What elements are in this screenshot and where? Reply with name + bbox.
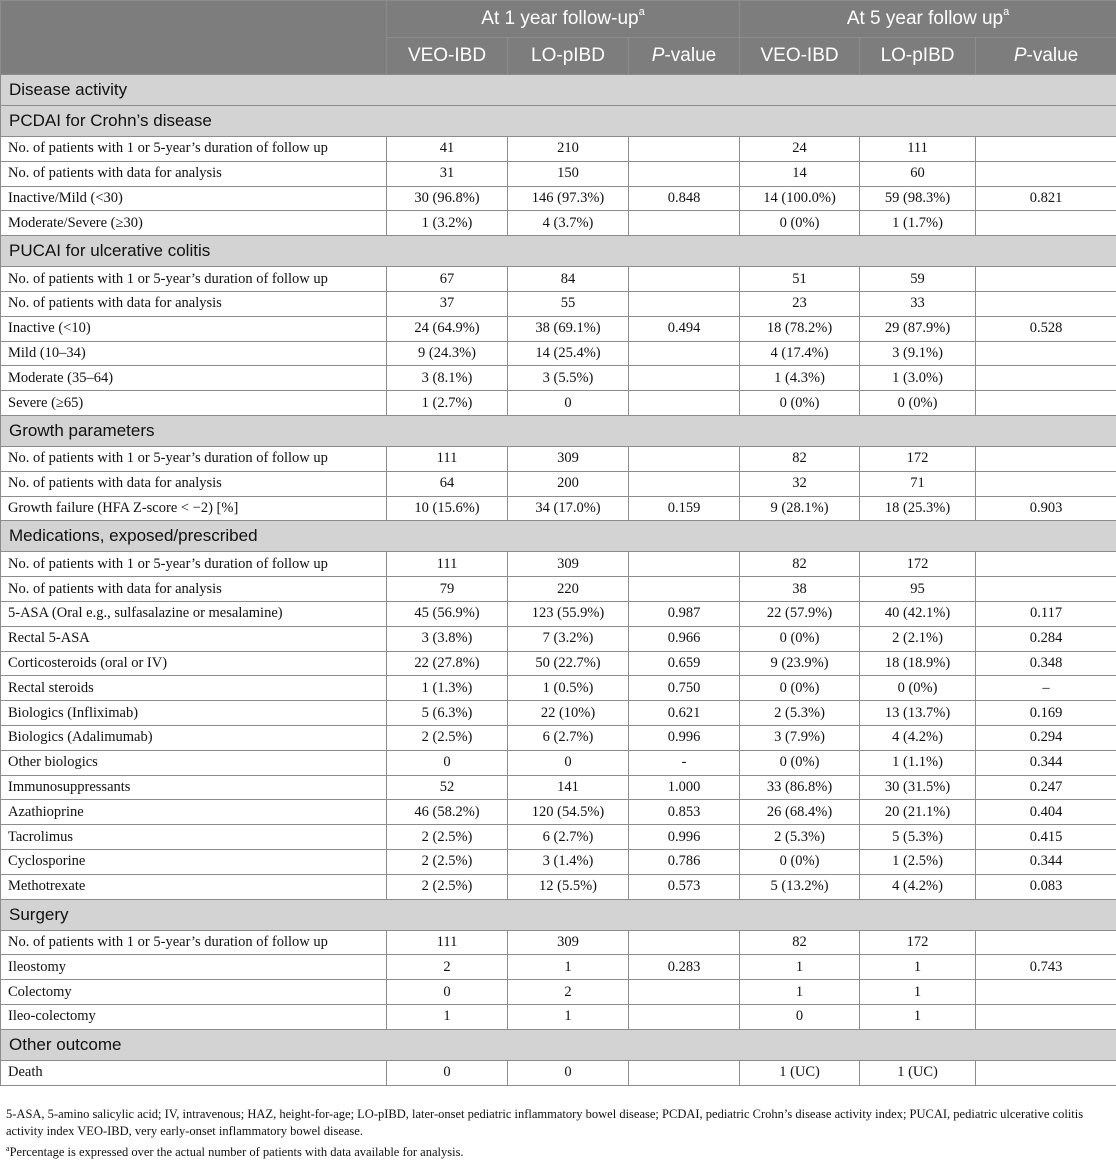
table-cell: 2 (2.5%) [387, 849, 508, 874]
table-cell: 0 (0%) [740, 626, 860, 651]
section-header-row [1, 415, 1116, 446]
table-cell: 1 [860, 980, 976, 1005]
table-cell: 38 (69.1%) [508, 316, 629, 341]
footnotes [6, 1106, 1112, 1161]
table-row [1, 446, 1116, 471]
table-cell: 24 [740, 137, 860, 162]
table-cell: 0.743 [976, 955, 1116, 980]
table-cell: 0 [387, 750, 508, 775]
table-cell: 172 [860, 930, 976, 955]
table-cell [629, 446, 740, 471]
row-label: No. of patients with 1 or 5-year’s duration of follow up [1, 446, 387, 471]
table-cell: 111 [860, 137, 976, 162]
table-cell: 14 [740, 161, 860, 186]
table-cell [976, 1060, 1116, 1085]
table-cell: 0.528 [976, 316, 1116, 341]
table-cell: 18 (78.2%) [740, 316, 860, 341]
table-row [1, 341, 1116, 366]
table-cell: 210 [508, 137, 629, 162]
table-cell: 1 (1.3%) [387, 676, 508, 701]
table-cell: 1 (2.7%) [387, 391, 508, 416]
section-title: PUCAI for ulcerative colitis [1, 236, 1116, 267]
table-cell: 0 [508, 391, 629, 416]
table-cell: 0.987 [629, 601, 740, 626]
table-row [1, 825, 1116, 850]
row-label: No. of patients with data for analysis [1, 161, 387, 186]
table-cell: 0 (0%) [860, 391, 976, 416]
table-row [1, 366, 1116, 391]
table-cell [629, 930, 740, 955]
table-cell: 0 [387, 980, 508, 1005]
table-cell: 309 [508, 446, 629, 471]
row-label: Mild (10–34) [1, 341, 387, 366]
row-label: No. of patients with data for analysis [1, 291, 387, 316]
section-header-row [1, 236, 1116, 267]
table-cell [629, 577, 740, 602]
footnote-abbreviations: 5-ASA, 5-amino salicylic acid; IV, intravenous; HAZ, height-for-age; LO-pIBD, later-onset pediatric inflammatory bowel disease; PCDAI, pediatric Crohn’s disease activity index; PUCAI, pediatric ulcerative colitis activity index VEO-IBD, very early-onset inflammatory bowel disease. [6, 1107, 1084, 1138]
header-lo-pibd-5y: LO-pIBD [860, 38, 976, 75]
table-row [1, 725, 1116, 750]
table-cell: 1 (0.5%) [508, 676, 629, 701]
table-cell [976, 267, 1116, 292]
table-cell: 6 (2.7%) [508, 725, 629, 750]
row-label: Immunosuppressants [1, 775, 387, 800]
table-cell: 1 (1.1%) [860, 750, 976, 775]
table-cell: 3 (3.8%) [387, 626, 508, 651]
table-cell: 23 [740, 291, 860, 316]
table-row [1, 1004, 1116, 1029]
table-cell: 0 (0%) [740, 391, 860, 416]
table-row [1, 577, 1116, 602]
table-cell [976, 161, 1116, 186]
table-cell [976, 211, 1116, 236]
row-label: No. of patients with 1 or 5-year’s duration of follow up [1, 267, 387, 292]
table-row [1, 955, 1116, 980]
table-cell: 82 [740, 930, 860, 955]
row-label: Ileostomy [1, 955, 387, 980]
section-header-row [1, 75, 1116, 106]
table-cell: 24 (64.9%) [387, 316, 508, 341]
table-cell: 37 [387, 291, 508, 316]
table-cell: 141 [508, 775, 629, 800]
row-label: Rectal steroids [1, 676, 387, 701]
table-cell: 0.786 [629, 849, 740, 874]
table-cell: 2 (5.3%) [740, 701, 860, 726]
table-row [1, 137, 1116, 162]
table-row [1, 291, 1116, 316]
table-cell: 45 (56.9%) [387, 601, 508, 626]
table-cell: 40 (42.1%) [860, 601, 976, 626]
row-label: No. of patients with data for analysis [1, 471, 387, 496]
table-row [1, 651, 1116, 676]
table-cell: 82 [740, 552, 860, 577]
table-row [1, 601, 1116, 626]
table-cell: 0.159 [629, 496, 740, 521]
table-cell: 1 [508, 955, 629, 980]
row-label: Severe (≥65) [1, 391, 387, 416]
table-cell: 0.966 [629, 626, 740, 651]
table-cell [976, 366, 1116, 391]
row-label: Other biologics [1, 750, 387, 775]
table-cell: 1 (2.5%) [860, 849, 976, 874]
table-cell: 0.284 [976, 626, 1116, 651]
table-cell: 1 [740, 980, 860, 1005]
table-cell: 5 (5.3%) [860, 825, 976, 850]
table-row [1, 211, 1116, 236]
row-label: Rectal 5-ASA [1, 626, 387, 651]
table-cell: 46 (58.2%) [387, 800, 508, 825]
table-cell [976, 391, 1116, 416]
table-cell [629, 291, 740, 316]
table-cell: 111 [387, 446, 508, 471]
table-cell [629, 161, 740, 186]
table-cell: 0.996 [629, 725, 740, 750]
table-cell [629, 341, 740, 366]
table-cell: 2 (2.5%) [387, 825, 508, 850]
table-cell: 50 (22.7%) [508, 651, 629, 676]
table-cell: 3 (5.5%) [508, 366, 629, 391]
table-cell [976, 552, 1116, 577]
table-cell: 0.348 [976, 651, 1116, 676]
table-cell: 1 [508, 1004, 629, 1029]
table-cell: 2 [387, 955, 508, 980]
table-cell: 1 [860, 1004, 976, 1029]
table-cell: – [976, 676, 1116, 701]
table-cell: 32 [740, 471, 860, 496]
table-cell [629, 366, 740, 391]
table-cell: 5 (6.3%) [387, 701, 508, 726]
section-title: Growth parameters [1, 415, 1116, 446]
table-cell: 3 (7.9%) [740, 725, 860, 750]
table-row [1, 1060, 1116, 1085]
table-row [1, 849, 1116, 874]
table-row [1, 701, 1116, 726]
table-row [1, 930, 1116, 955]
table-row [1, 626, 1116, 651]
section-title: PCDAI for Crohn’s disease [1, 106, 1116, 137]
header-veo-ibd-5y: VEO-IBD [740, 38, 860, 75]
table-cell: 1 (1.7%) [860, 211, 976, 236]
table-row [1, 750, 1116, 775]
table-cell: 0.848 [629, 186, 740, 211]
table-cell: 1 (UC) [860, 1060, 976, 1085]
row-label: 5-ASA (Oral e.g., sulfasalazine or mesalamine) [1, 601, 387, 626]
table-cell: 0 [508, 750, 629, 775]
table-cell: - [629, 750, 740, 775]
table-cell: 3 (9.1%) [860, 341, 976, 366]
table-cell: 4 (4.2%) [860, 874, 976, 899]
table-cell: 0.404 [976, 800, 1116, 825]
table-row [1, 800, 1116, 825]
table-cell: 172 [860, 446, 976, 471]
table-cell: 64 [387, 471, 508, 496]
table-cell: 0.294 [976, 725, 1116, 750]
table-row [1, 186, 1116, 211]
header-lo-pibd-1y: LO-pIBD [508, 38, 629, 75]
table-cell: 0.247 [976, 775, 1116, 800]
table-cell: 22 (57.9%) [740, 601, 860, 626]
table-cell: 33 [860, 291, 976, 316]
row-label: Tacrolimus [1, 825, 387, 850]
table-cell: 2 (5.3%) [740, 825, 860, 850]
table-cell: 2 (2.1%) [860, 626, 976, 651]
table-cell [976, 980, 1116, 1005]
row-label: No. of patients with 1 or 5-year’s duration of follow up [1, 930, 387, 955]
row-label: Corticosteroids (oral or IV) [1, 651, 387, 676]
header-p-value-1y: P-value [629, 38, 740, 75]
table-cell: 123 (55.9%) [508, 601, 629, 626]
table-cell: 31 [387, 161, 508, 186]
table-row [1, 161, 1116, 186]
table-cell: 59 (98.3%) [860, 186, 976, 211]
table-cell: 0.283 [629, 955, 740, 980]
row-label: Azathioprine [1, 800, 387, 825]
table-cell: 10 (15.6%) [387, 496, 508, 521]
table-cell [976, 577, 1116, 602]
table-cell: 3 (1.4%) [508, 849, 629, 874]
table-cell [976, 291, 1116, 316]
table-cell: 14 (100.0%) [740, 186, 860, 211]
table-cell [976, 930, 1116, 955]
table-cell [976, 341, 1116, 366]
table-cell: 30 (96.8%) [387, 186, 508, 211]
table-cell: 0 [508, 1060, 629, 1085]
table-cell: 150 [508, 161, 629, 186]
table-cell: 0.494 [629, 316, 740, 341]
row-label: Growth failure (HFA Z-score < −2) [%] [1, 496, 387, 521]
table-body [1, 75, 1116, 1086]
row-label: Inactive/Mild (<30) [1, 186, 387, 211]
table-cell: 38 [740, 577, 860, 602]
table-cell: 33 (86.8%) [740, 775, 860, 800]
section-header-row [1, 106, 1116, 137]
row-label: Cyclosporine [1, 849, 387, 874]
header-group-1-year: At 1 year follow-$up^a$ [387, 1, 740, 38]
table-cell: 0.659 [629, 651, 740, 676]
table-cell: 111 [387, 930, 508, 955]
section-title: Surgery [1, 899, 1116, 930]
table-cell: 0.117 [976, 601, 1116, 626]
table-cell [976, 1004, 1116, 1029]
table-cell: 1 (3.0%) [860, 366, 976, 391]
footnote-a: $^a$Percentage is expressed over the actual number of patients with data available for analysis. [6, 1144, 464, 1160]
table-cell: 1 [860, 955, 976, 980]
table-cell [976, 137, 1116, 162]
row-label: Colectomy [1, 980, 387, 1005]
table-row [1, 471, 1116, 496]
table-cell: 0.821 [976, 186, 1116, 211]
table-cell: 9 (28.1%) [740, 496, 860, 521]
table-cell: 7 (3.2%) [508, 626, 629, 651]
table-cell [976, 446, 1116, 471]
table-cell [629, 1004, 740, 1029]
table-cell: 309 [508, 930, 629, 955]
row-label: Death [1, 1060, 387, 1085]
row-label: No. of patients with 1 or 5-year’s duration of follow up [1, 552, 387, 577]
row-label: Biologics (Infliximab) [1, 701, 387, 726]
table-row [1, 874, 1116, 899]
header-group-5-year: At 5 year follow $up^a$ [740, 1, 1116, 38]
table-cell: 18 (18.9%) [860, 651, 976, 676]
table-cell: 60 [860, 161, 976, 186]
row-label: No. of patients with data for analysis [1, 577, 387, 602]
table-cell: 67 [387, 267, 508, 292]
table-cell: 0 (0%) [740, 676, 860, 701]
table-cell: 0.621 [629, 701, 740, 726]
table-cell: 0.083 [976, 874, 1116, 899]
table-cell: 18 (25.3%) [860, 496, 976, 521]
table-cell: 5 (13.2%) [740, 874, 860, 899]
table-cell: 82 [740, 446, 860, 471]
table-cell: 0 (0%) [860, 676, 976, 701]
table-cell: 0.750 [629, 676, 740, 701]
table-cell: 52 [387, 775, 508, 800]
table-cell: 13 (13.7%) [860, 701, 976, 726]
table-cell: 2 (2.5%) [387, 874, 508, 899]
table-cell: 79 [387, 577, 508, 602]
table-cell: 4 (17.4%) [740, 341, 860, 366]
table-row [1, 391, 1116, 416]
table-cell: 0.415 [976, 825, 1116, 850]
table-cell: 51 [740, 267, 860, 292]
table-cell: 1 (4.3%) [740, 366, 860, 391]
table-cell: 2 (2.5%) [387, 725, 508, 750]
table-cell: 1 [387, 1004, 508, 1029]
table-cell: 26 (68.4%) [740, 800, 860, 825]
table-cell: 71 [860, 471, 976, 496]
table-cell: 20 (21.1%) [860, 800, 976, 825]
table-row [1, 552, 1116, 577]
section-header-row [1, 1029, 1116, 1060]
section-title: Disease activity [1, 75, 1116, 106]
table-cell: 4 (4.2%) [860, 725, 976, 750]
table-cell: 22 (10%) [508, 701, 629, 726]
section-title: Other outcome [1, 1029, 1116, 1060]
table-cell [629, 552, 740, 577]
table-cell: 34 (17.0%) [508, 496, 629, 521]
row-label: Moderate (35–64) [1, 366, 387, 391]
table-cell: 309 [508, 552, 629, 577]
table-cell: 30 (31.5%) [860, 775, 976, 800]
table-cell [629, 980, 740, 1005]
table-cell: 14 (25.4%) [508, 341, 629, 366]
header-p-value-5y: P-value [976, 38, 1116, 75]
table-row [1, 316, 1116, 341]
table-cell: 95 [860, 577, 976, 602]
table-cell: 0 [740, 1004, 860, 1029]
table-cell [976, 471, 1116, 496]
header-blank-cell [1, 1, 387, 75]
table-cell: 0.903 [976, 496, 1116, 521]
table-cell: 0.573 [629, 874, 740, 899]
table-cell [629, 391, 740, 416]
table-cell: 3 (8.1%) [387, 366, 508, 391]
table-cell: 84 [508, 267, 629, 292]
table-cell: 1 (3.2%) [387, 211, 508, 236]
header-row-groups [1, 1, 1116, 38]
table-cell: 1 [740, 955, 860, 980]
row-label: Moderate/Severe (≥30) [1, 211, 387, 236]
table-cell: 12 (5.5%) [508, 874, 629, 899]
table-cell: 9 (23.9%) [740, 651, 860, 676]
table-cell [629, 471, 740, 496]
table-cell: 0.169 [976, 701, 1116, 726]
table-row [1, 267, 1116, 292]
table-cell: 172 [860, 552, 976, 577]
header-veo-ibd-1y: VEO-IBD [387, 38, 508, 75]
table-cell: 1.000 [629, 775, 740, 800]
table-cell: 41 [387, 137, 508, 162]
table-cell: 220 [508, 577, 629, 602]
table-cell: 55 [508, 291, 629, 316]
table-cell: 4 (3.7%) [508, 211, 629, 236]
section-header-row [1, 521, 1116, 552]
table-cell: 6 (2.7%) [508, 825, 629, 850]
table-cell: 0 (0%) [740, 750, 860, 775]
row-label: Ileo-colectomy [1, 1004, 387, 1029]
table-cell: 0 (0%) [740, 849, 860, 874]
table-cell: 120 (54.5%) [508, 800, 629, 825]
table-cell: 0.344 [976, 849, 1116, 874]
row-label: Methotrexate [1, 874, 387, 899]
row-label: Inactive (<10) [1, 316, 387, 341]
table-cell [629, 137, 740, 162]
table-cell: 0 [387, 1060, 508, 1085]
table-cell: 0 (0%) [740, 211, 860, 236]
table-cell: 0.344 [976, 750, 1116, 775]
table-cell: 0.996 [629, 825, 740, 850]
table-cell: 2 [508, 980, 629, 1005]
table-cell: 200 [508, 471, 629, 496]
table-cell: 146 (97.3%) [508, 186, 629, 211]
table-row [1, 496, 1116, 521]
table-cell: 59 [860, 267, 976, 292]
table-cell: 1 (UC) [740, 1060, 860, 1085]
row-label: Biologics (Adalimumab) [1, 725, 387, 750]
table-cell: 29 (87.9%) [860, 316, 976, 341]
table-cell: 111 [387, 552, 508, 577]
table-cell [629, 1060, 740, 1085]
table-cell: 9 (24.3%) [387, 341, 508, 366]
table-cell [629, 211, 740, 236]
section-title: Medications, exposed/prescribed [1, 521, 1116, 552]
section-header-row [1, 899, 1116, 930]
table-cell [629, 267, 740, 292]
row-label: No. of patients with 1 or 5-year’s duration of follow up [1, 137, 387, 162]
table-cell: 0.853 [629, 800, 740, 825]
table-row [1, 676, 1116, 701]
table-row [1, 980, 1116, 1005]
table-cell: 22 (27.8%) [387, 651, 508, 676]
table-row [1, 775, 1116, 800]
